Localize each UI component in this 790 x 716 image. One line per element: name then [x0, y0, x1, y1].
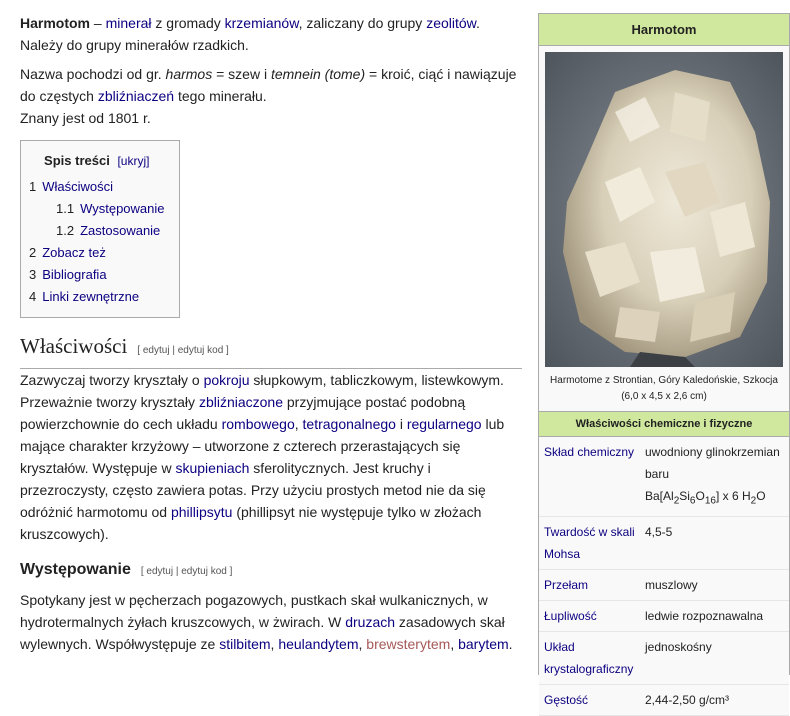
infobox-value: muszlowy [645, 578, 698, 593]
toc-item-number: 1 [29, 179, 37, 194]
intro-paragraph-2: Nazwa pochodzi od gr. harmos = szew i temnein (tome) = kroić, ciąć i nawiązuje do częstych zbliźniaczeń tego minerału. Znany jest od 1801 r. [20, 66, 517, 126]
toc-item[interactable] [29, 264, 165, 286]
inline-link[interactable]: phillipsytu [170, 504, 233, 520]
section-edit-links[interactable]: [ edytuj | edytuj kod ] [137, 345, 229, 356]
infobox-value: uwodniony glinokrzemian baru $Ba[Al_2Si_6O_{16}]$ x 6 $H_2O$ [645, 445, 780, 507]
toc-title: Spis treści [44, 153, 110, 168]
table-of-contents [20, 140, 180, 318]
inline-link[interactable]: heulandytem [278, 636, 359, 652]
toc-item[interactable] [29, 242, 165, 264]
infobox-row [539, 437, 789, 517]
infobox-value: 2,44-2,50 g/cm³ [645, 693, 730, 708]
italic-text: harmos [165, 66, 213, 82]
toc-item-number: 1.1 [56, 201, 75, 216]
inline-link[interactable]: stilbitem [219, 636, 271, 652]
infobox-value: ledwie rozpoznawalna [645, 609, 764, 624]
infobox-value: jednoskośny [645, 640, 712, 655]
section-heading-wystepowanie: Występowanie [ edytuj | edytuj kod ] [20, 561, 233, 578]
infobox-label[interactable]: Gęstość [544, 693, 589, 708]
infobox-row [539, 570, 789, 601]
inline-link[interactable]: druzach [345, 614, 396, 630]
infobox-label[interactable]: Układ krystalograficzny [544, 640, 634, 677]
inline-link[interactable]: pokroju [203, 372, 250, 388]
intro-paragraph-1: Harmotom – minerał z gromady krzemianów, zaliczany do grupy zeolitów. Należy do grupy minerałów rzadkich. [20, 15, 480, 53]
toc-list [29, 176, 165, 308]
inline-link[interactable]: krzemianów [224, 15, 299, 31]
infobox-label[interactable]: Przełam [544, 578, 589, 593]
bold-text: Harmotom [20, 15, 91, 31]
inline-link[interactable]: brewsterytem [366, 636, 451, 652]
infobox-title: Harmotom [539, 14, 789, 46]
inline-link[interactable]: rombowego [221, 416, 295, 432]
toc-item-number: 2 [29, 245, 37, 260]
infobox-row [539, 685, 789, 716]
italic-text: temnein (tome) [270, 66, 366, 82]
mineral-photo[interactable] [545, 52, 783, 367]
inline-link[interactable]: regularnego [406, 416, 482, 432]
toc-item-number: 4 [29, 289, 37, 304]
toc-item[interactable] [29, 176, 165, 198]
toc-header [29, 150, 165, 172]
inline-link[interactable]: skupieniach [175, 460, 250, 476]
toc-item[interactable] [29, 286, 165, 308]
toc-item-label: Występowanie [80, 201, 165, 216]
infobox-section-title: Właściwości chemiczne i fizyczne [539, 411, 789, 437]
toc-item-label: Zobacz też [42, 245, 106, 260]
infobox [538, 13, 790, 708]
inline-link[interactable]: zbliźniaczeń [97, 88, 175, 104]
section-wlasciwosci-text: Zazwyczaj tworzy kryształy o pokroju słupkowym, tabliczkowym, listewkowym. Przeważnie tworzy kryształy zbliźniaczone przyjmujące postać podobną powierzchownie do cech układu rombowego, tetragonalnego i regularnego lub mające charakter krzyżowy – utworzone z czterech przerastających się kryształów. Występuje w skupieniach sferolitycznych. Jest kruchy i przezroczysty, często zawiera potas. Przy użyciu prostych metod nie da się odróżnić harmotomu od phillipsytu (phillipsyt nie występuje tylko w złożach kruszcowych). [20, 372, 505, 542]
inline-link[interactable]: zbliźniaczone [198, 394, 283, 410]
toc-item[interactable] [56, 198, 165, 220]
toc-hide-link[interactable]: [ukryj] [117, 154, 150, 168]
section-edit-links[interactable]: [ edytuj | edytuj kod ] [140, 566, 233, 577]
section-heading-wlasciwosci: Właściwości [ edytuj | edytuj kod ] [20, 332, 522, 369]
infobox-row [539, 632, 789, 685]
inline-link[interactable]: zeolitów [426, 15, 476, 31]
harmotome-crystal-image [545, 52, 783, 367]
infobox-label[interactable]: Łupliwość [544, 609, 597, 624]
section-wystepowanie-text: Spotykany jest w pęcherzach pogazowych, pustkach skał wulkanicznych, w hydrotermalnych żyłach kruszcowych, w żwirach. W druzach zasadowych skał wylewnych. Współwystępuje ze stilbitem, heulandytem, brewsterytem, barytem. [20, 592, 513, 652]
inline-link[interactable]: minerał [105, 15, 152, 31]
toc-item-label: Linki zewnętrzne [42, 289, 140, 304]
inline-link[interactable]: tetragonalnego [302, 416, 396, 432]
toc-item-label: Bibliografia [42, 267, 107, 282]
inline-link[interactable]: barytem [458, 636, 509, 652]
infobox-label[interactable]: Skład chemiczny [544, 445, 635, 459]
infobox-label[interactable]: Twardość w skali Mohsa [544, 525, 635, 562]
toc-item-label: Właściwości [42, 179, 114, 194]
article-content [20, 12, 522, 662]
infobox-row [539, 601, 789, 632]
toc-item-number: 1.2 [56, 223, 75, 238]
toc-item-number: 3 [29, 267, 37, 282]
infobox-value: 4,5-5 [645, 525, 673, 540]
infobox-row [539, 517, 789, 570]
photo-caption: Harmotome z Strontian, Góry Kaledońskie, Szkocja (6,0 x 4,5 x 2,6 cm) [550, 375, 778, 402]
infobox-properties [539, 437, 789, 716]
toc-item-label: Zastosowanie [80, 223, 161, 238]
toc-item[interactable] [56, 220, 165, 242]
